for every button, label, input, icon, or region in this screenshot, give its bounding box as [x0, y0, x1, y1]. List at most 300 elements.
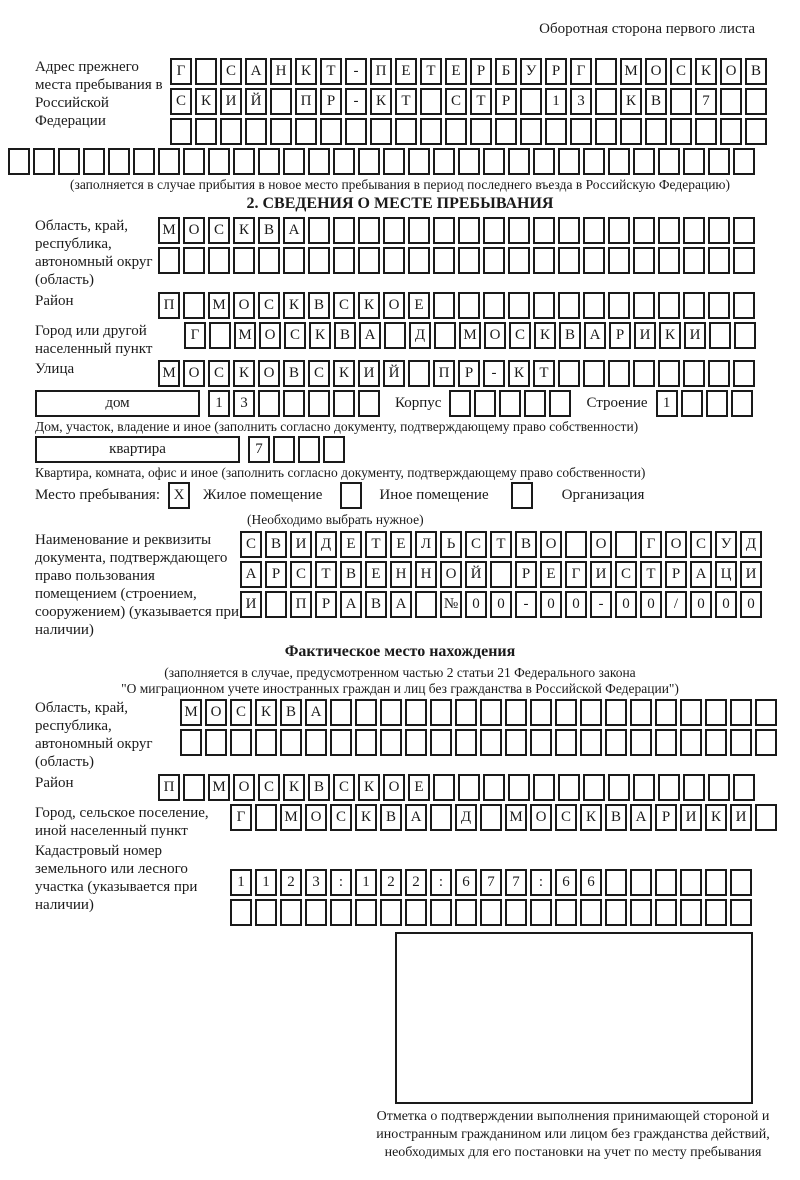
char-cell: В: [365, 591, 387, 618]
char-cell: [605, 729, 627, 756]
char-cell: [549, 390, 571, 417]
char-cell: [508, 217, 530, 244]
document-line-2: [240, 561, 765, 588]
char-cell: [658, 247, 680, 274]
char-cell: Р: [609, 322, 631, 349]
district-line: [158, 292, 758, 319]
char-cell: С: [333, 292, 355, 319]
char-cell: К: [355, 804, 377, 831]
char-cell: [480, 729, 502, 756]
char-cell: [730, 899, 752, 926]
actual-region-line-2: [180, 729, 780, 756]
char-cell: О: [183, 217, 205, 244]
char-cell: [220, 118, 242, 145]
char-cell: [580, 899, 602, 926]
char-cell: У: [520, 58, 542, 85]
char-cell: [565, 531, 587, 558]
char-cell: [430, 699, 452, 726]
char-cell: [745, 88, 767, 115]
char-cell: [533, 774, 555, 801]
char-cell: [705, 899, 727, 926]
char-cell: [355, 699, 377, 726]
char-cell: 0: [490, 591, 512, 618]
char-cell: [483, 292, 505, 319]
char-cell: Н: [390, 561, 412, 588]
char-cell: Т: [470, 88, 492, 115]
char-cell: [270, 118, 292, 145]
char-cell: [658, 774, 680, 801]
char-cell: В: [334, 322, 356, 349]
house-caption: Дом, участок, владение и иное (заполнить согласно документу, подтверждающему право собственности): [35, 419, 639, 434]
char-cell: А: [359, 322, 381, 349]
char-cell: [430, 729, 452, 756]
prev-address-caption: (заполняется в случае прибытия в новое место пребывания в период последнего въезда в Российскую Федерацию): [69, 177, 731, 192]
char-cell: А: [390, 591, 412, 618]
char-cell: А: [305, 699, 327, 726]
char-cell: О: [645, 58, 667, 85]
char-cell: [505, 899, 527, 926]
char-cell: К: [695, 58, 717, 85]
char-cell: К: [508, 360, 530, 387]
char-cell: Р: [545, 58, 567, 85]
char-cell: В: [265, 531, 287, 558]
char-cell: [720, 118, 742, 145]
actual-district-row: [35, 774, 800, 801]
char-cell: Е: [340, 531, 362, 558]
char-cell: [255, 899, 277, 926]
char-cell: [295, 118, 317, 145]
char-cell: К: [283, 292, 305, 319]
char-cell: [608, 247, 630, 274]
char-cell: [524, 390, 546, 417]
char-cell: С: [615, 561, 637, 588]
char-cell: В: [380, 804, 402, 831]
char-cell: С: [465, 531, 487, 558]
char-cell: [683, 148, 705, 175]
char-cell: Т: [640, 561, 662, 588]
char-cell: [558, 774, 580, 801]
char-cell: 2: [380, 869, 402, 896]
char-cell: [683, 247, 705, 274]
stay-type-row: [35, 482, 800, 509]
char-cell: [655, 699, 677, 726]
char-cell: [455, 699, 477, 726]
korpus-cells: [449, 390, 574, 417]
char-cell: Ь: [440, 531, 462, 558]
char-cell: [558, 360, 580, 387]
char-cell: [508, 247, 530, 274]
char-cell: 0: [715, 591, 737, 618]
char-cell: В: [340, 561, 362, 588]
char-cell: [458, 217, 480, 244]
char-cell: В: [605, 804, 627, 831]
char-cell: [449, 390, 471, 417]
char-cell: [595, 58, 617, 85]
char-cell: [730, 729, 752, 756]
char-cell: [195, 58, 217, 85]
char-cell: [208, 247, 230, 274]
char-cell: М: [208, 774, 230, 801]
char-cell: [730, 699, 752, 726]
char-cell: В: [645, 88, 667, 115]
city-label: Город или другой населенный пункт: [35, 323, 153, 357]
char-cell: [330, 899, 352, 926]
char-cell: Р: [495, 88, 517, 115]
char-cell: [415, 591, 437, 618]
char-cell: Л: [415, 531, 437, 558]
char-cell: 7: [248, 436, 270, 463]
char-cell: [633, 217, 655, 244]
char-cell: К: [370, 88, 392, 115]
char-cell: П: [158, 774, 180, 801]
char-cell: В: [559, 322, 581, 349]
char-cell: 0: [615, 591, 637, 618]
char-cell: И: [730, 804, 752, 831]
char-cell: [195, 118, 217, 145]
char-cell: О: [233, 774, 255, 801]
char-cell: [708, 360, 730, 387]
char-cell: [408, 360, 430, 387]
char-cell: 0: [740, 591, 762, 618]
char-cell: С: [220, 58, 242, 85]
char-cell: С: [308, 360, 330, 387]
char-cell: [558, 217, 580, 244]
char-cell: Г: [565, 561, 587, 588]
char-cell: Р: [265, 561, 287, 588]
char-cell: [755, 804, 777, 831]
char-cell: [305, 899, 327, 926]
char-cell: Р: [515, 561, 537, 588]
house-label-box: дом: [35, 390, 200, 417]
char-cell: [745, 118, 767, 145]
char-cell: [583, 774, 605, 801]
char-cell: [583, 148, 605, 175]
char-cell: Г: [640, 531, 662, 558]
char-cell: [595, 88, 617, 115]
char-cell: А: [630, 804, 652, 831]
apartment-cells: [248, 436, 348, 463]
char-cell: [320, 118, 342, 145]
char-cell: Р: [458, 360, 480, 387]
char-cell: [333, 148, 355, 175]
char-cell: К: [659, 322, 681, 349]
char-cell: О: [665, 531, 687, 558]
char-cell: [630, 729, 652, 756]
char-cell: О: [259, 322, 281, 349]
char-cell: [308, 148, 330, 175]
char-cell: Д: [740, 531, 762, 558]
char-cell: 1: [355, 869, 377, 896]
korpus-label: Корпус: [395, 395, 442, 411]
char-cell: 3: [570, 88, 592, 115]
char-cell: [383, 217, 405, 244]
char-cell: [370, 118, 392, 145]
char-cell: К: [620, 88, 642, 115]
document-line-3: [240, 591, 765, 618]
char-cell: 7: [695, 88, 717, 115]
char-cell: [330, 729, 352, 756]
char-cell: [731, 390, 753, 417]
char-cell: [209, 322, 231, 349]
char-cell: [709, 322, 731, 349]
prev-address-line-2: [170, 88, 770, 115]
char-cell: 0: [640, 591, 662, 618]
char-cell: [608, 360, 630, 387]
char-cell: А: [340, 591, 362, 618]
char-cell: А: [690, 561, 712, 588]
char-cell: С: [445, 88, 467, 115]
char-cell: И: [684, 322, 706, 349]
char-cell: [555, 729, 577, 756]
char-cell: [580, 729, 602, 756]
char-cell: П: [290, 591, 312, 618]
char-cell: Т: [533, 360, 555, 387]
char-cell: [355, 899, 377, 926]
actual-district-line: [158, 774, 758, 801]
char-cell: О: [590, 531, 612, 558]
actual-district-label: Район: [35, 775, 74, 791]
char-cell: Г: [170, 58, 192, 85]
char-cell: Г: [230, 804, 252, 831]
char-cell: [283, 148, 305, 175]
char-cell: К: [255, 699, 277, 726]
char-cell: [734, 322, 756, 349]
char-cell: [658, 148, 680, 175]
char-cell: [458, 247, 480, 274]
option-organization-label: Организация: [561, 487, 645, 503]
char-cell: [405, 729, 427, 756]
char-cell: 1: [656, 390, 678, 417]
char-cell: [495, 118, 517, 145]
char-cell: [474, 390, 496, 417]
char-cell: М: [158, 360, 180, 387]
char-cell: С: [258, 292, 280, 319]
region-line-1: [158, 217, 758, 244]
char-cell: С: [330, 804, 352, 831]
char-cell: [615, 531, 637, 558]
char-cell: П: [158, 292, 180, 319]
char-cell: [733, 292, 755, 319]
char-cell: Т: [365, 531, 387, 558]
char-cell: В: [283, 360, 305, 387]
actual-region-grid: [180, 699, 780, 756]
char-cell: С: [290, 561, 312, 588]
char-cell: [183, 292, 205, 319]
char-cell: 0: [565, 591, 587, 618]
prev-address-line-1: [170, 58, 770, 85]
prev-address-line-3: [170, 118, 770, 145]
char-cell: А: [245, 58, 267, 85]
checkbox-residential: X: [168, 482, 190, 509]
char-cell: [720, 88, 742, 115]
char-cell: [433, 292, 455, 319]
char-cell: [283, 390, 305, 417]
char-cell: Й: [383, 360, 405, 387]
char-cell: Е: [395, 58, 417, 85]
char-cell: [420, 118, 442, 145]
char-cell: [505, 699, 527, 726]
char-cell: К: [705, 804, 727, 831]
char-cell: С: [509, 322, 531, 349]
char-cell: [255, 729, 277, 756]
char-cell: О: [530, 804, 552, 831]
char-cell: [308, 390, 330, 417]
actual-city-line: [230, 804, 780, 831]
char-cell: [420, 88, 442, 115]
char-cell: [670, 118, 692, 145]
char-cell: 2: [405, 869, 427, 896]
char-cell: И: [680, 804, 702, 831]
char-cell: А: [240, 561, 262, 588]
actual-region-row: [35, 699, 800, 771]
char-cell: [458, 774, 480, 801]
apartment-label-box: квартира: [35, 436, 240, 463]
stroenie-cells: [656, 390, 756, 417]
checkbox-organization: [511, 482, 533, 509]
char-cell: №: [440, 591, 462, 618]
cadastral-line-1: [230, 869, 755, 896]
char-cell: К: [283, 774, 305, 801]
char-cell: И: [740, 561, 762, 588]
char-cell: [180, 729, 202, 756]
char-cell: -: [345, 58, 367, 85]
prev-address-line-4: [8, 148, 800, 175]
char-cell: [533, 148, 555, 175]
char-cell: [433, 217, 455, 244]
char-cell: 0: [690, 591, 712, 618]
char-cell: Т: [490, 531, 512, 558]
char-cell: Ц: [715, 561, 737, 588]
char-cell: [258, 390, 280, 417]
char-cell: О: [183, 360, 205, 387]
char-cell: [298, 436, 320, 463]
char-cell: С: [258, 774, 280, 801]
char-cell: [183, 247, 205, 274]
district-label: Район: [35, 293, 74, 309]
char-cell: [283, 247, 305, 274]
char-cell: М: [505, 804, 527, 831]
char-cell: С: [670, 58, 692, 85]
char-cell: [558, 292, 580, 319]
char-cell: [433, 774, 455, 801]
char-cell: [308, 217, 330, 244]
actual-location-caption-1: (заполняется в случае, предусмотренном частью 2 статьи 21 Федерального закона: [164, 665, 636, 680]
document-line-1: [240, 531, 765, 558]
char-cell: А: [405, 804, 427, 831]
char-cell: М: [208, 292, 230, 319]
char-cell: К: [233, 360, 255, 387]
cadastral-line-2: [230, 899, 755, 926]
char-cell: С: [230, 699, 252, 726]
char-cell: А: [283, 217, 305, 244]
stay-type-label: Место пребывания:: [35, 487, 160, 503]
char-cell: Д: [315, 531, 337, 558]
char-cell: [433, 148, 455, 175]
char-cell: [33, 148, 55, 175]
char-cell: О: [305, 804, 327, 831]
char-cell: -: [483, 360, 505, 387]
char-cell: С: [208, 360, 230, 387]
char-cell: С: [284, 322, 306, 349]
char-cell: К: [534, 322, 556, 349]
char-cell: [630, 699, 652, 726]
char-cell: К: [309, 322, 331, 349]
char-cell: [733, 217, 755, 244]
char-cell: Т: [395, 88, 417, 115]
cadastral-row: [35, 842, 800, 926]
char-cell: [530, 729, 552, 756]
char-cell: :: [430, 869, 452, 896]
char-cell: [605, 899, 627, 926]
char-cell: И: [590, 561, 612, 588]
char-cell: [280, 899, 302, 926]
prev-address-grid: [170, 58, 770, 145]
char-cell: [358, 217, 380, 244]
char-cell: Е: [408, 774, 430, 801]
char-cell: И: [220, 88, 242, 115]
char-cell: [608, 217, 630, 244]
char-cell: [230, 729, 252, 756]
char-cell: К: [358, 292, 380, 319]
char-cell: [208, 148, 230, 175]
char-cell: [380, 699, 402, 726]
char-cell: О: [540, 531, 562, 558]
actual-location-title: Фактическое место нахождения: [284, 643, 516, 660]
char-cell: [583, 292, 605, 319]
char-cell: [108, 148, 130, 175]
char-cell: [708, 148, 730, 175]
char-cell: М: [459, 322, 481, 349]
char-cell: [330, 699, 352, 726]
char-cell: [683, 360, 705, 387]
char-cell: [508, 774, 530, 801]
char-cell: /: [665, 591, 687, 618]
char-cell: [555, 899, 577, 926]
char-cell: [520, 88, 542, 115]
char-cell: К: [233, 217, 255, 244]
char-cell: [555, 699, 577, 726]
char-cell: [158, 247, 180, 274]
char-cell: О: [484, 322, 506, 349]
char-cell: С: [208, 217, 230, 244]
char-cell: [708, 292, 730, 319]
char-cell: [158, 148, 180, 175]
char-cell: [308, 247, 330, 274]
actual-region-line-1: [180, 699, 780, 726]
char-cell: [483, 217, 505, 244]
char-cell: [670, 88, 692, 115]
char-cell: 1: [230, 869, 252, 896]
char-cell: [655, 899, 677, 926]
char-cell: -: [590, 591, 612, 618]
street-row: [35, 360, 800, 387]
char-cell: [433, 247, 455, 274]
char-cell: Д: [409, 322, 431, 349]
char-cell: [658, 360, 680, 387]
stroenie-label: Строение: [586, 395, 648, 411]
char-cell: [170, 118, 192, 145]
char-cell: М: [280, 804, 302, 831]
char-cell: Е: [445, 58, 467, 85]
char-cell: [558, 247, 580, 274]
char-cell: Д: [455, 804, 477, 831]
char-cell: [458, 292, 480, 319]
char-cell: [205, 729, 227, 756]
stay-type-note: (Необходимо выбрать нужное): [247, 512, 424, 527]
char-cell: [533, 292, 555, 319]
char-cell: В: [258, 217, 280, 244]
char-cell: [583, 360, 605, 387]
